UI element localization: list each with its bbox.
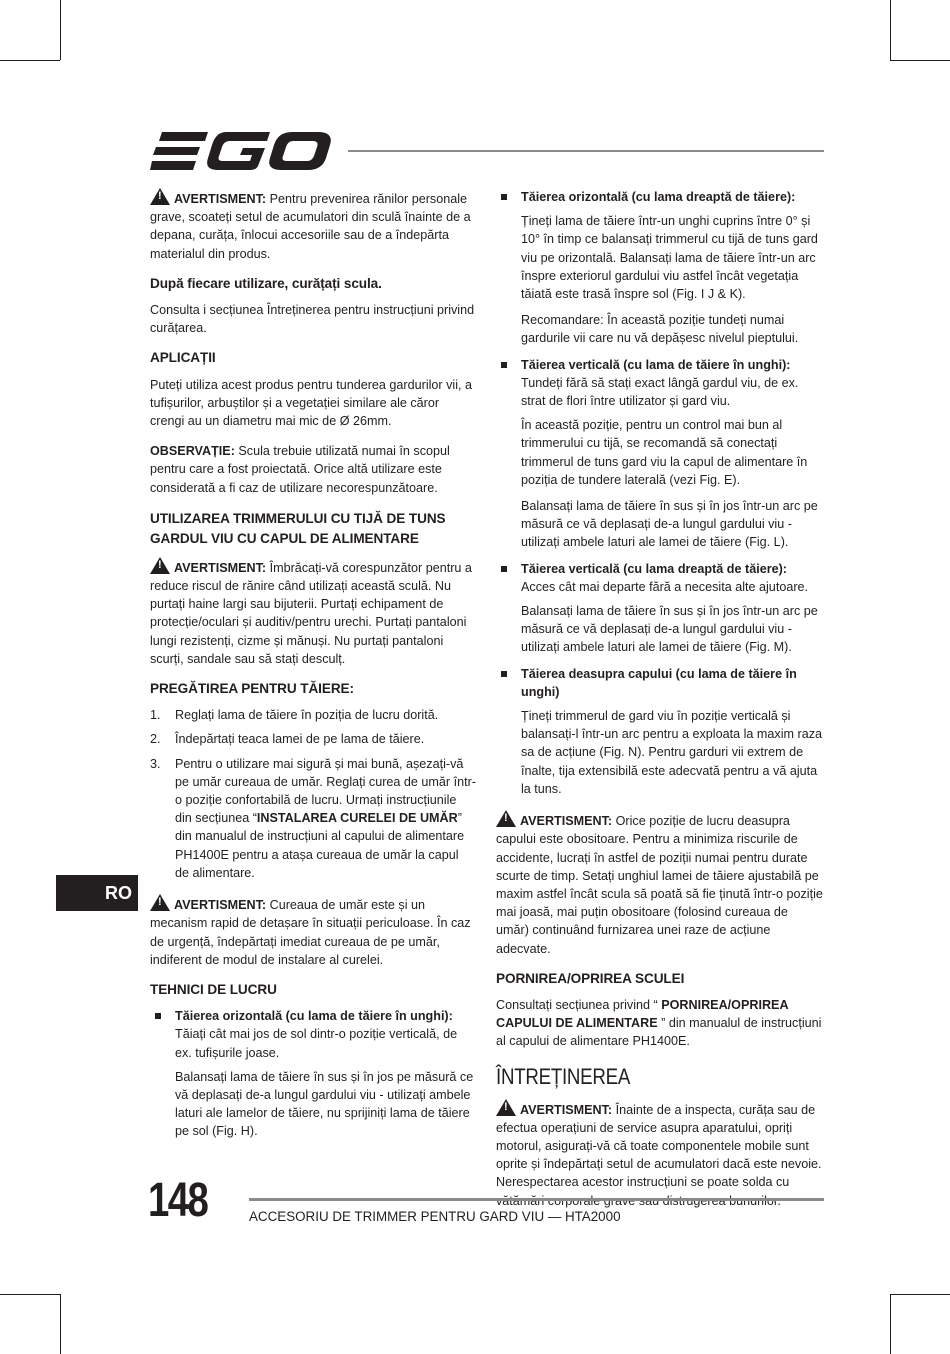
bullet-square-icon — [501, 566, 507, 572]
warning-triangle-icon — [150, 188, 170, 205]
list-item: Tăierea deasupra capului (cu lama de tăiere în unghi) — [496, 665, 824, 701]
warning-triangle-icon — [496, 1099, 516, 1116]
paragraph: Țineți lama de tăiere într-un unghi cuprins între 0° și 10° în timp ce balansați trimmerul cu tijă de tuns gard viu pe orizontală. Balansați lama de tăiere într-un arc înspre exteriorul gardului viu astfel încât vegetația tăiată este trasă înspre sol (Fig. I J & K). — [521, 214, 818, 302]
bullet-square-icon — [501, 671, 507, 677]
section-heading: PORNIREA/OPRIREA SCULEI — [496, 970, 685, 986]
warning-block: !AVERTISMENT: Înainte de a inspecta, curăța sau de efectua operațiuni de service asupra aparatului, opriți motorul, asigurați-vă că toate componentele mobile sunt oprite și îndepărtați setul de acumulatori dacă este nevoie. Nerespectarea acestor instrucțiuni se poate solda cu — [496, 1099, 824, 1210]
ego-logo — [150, 130, 332, 172]
list-item: 3. Pentru o utilizare mai sigură și mai bună, așezați-vă pe umăr cureaua de umăr. Reglați curea de umăr într-o poziție confortabilă de lucru. Urmați instrucțiunile din secțiunea “INSTALAREA CURELEI DE UMĂR” din manualul de instrucțiuni al capului de alimentare PH1400E pentru a atașa cureaua de umăr la capul de alimentare. — [150, 756, 477, 880]
footer-rule — [249, 1198, 824, 1201]
warning-triangle-icon — [150, 894, 170, 911]
paragraph: Balansați lama de tăiere în sus și în jos într-un arc pe măsură ce vă deplasați de-a lungul gardului viu - utilizați ambele laturi ale lamei de tăiere (Fig. M). — [521, 604, 818, 655]
warning-block: !AVERTISMENT: Orice poziție de lucru deasupra capului este obositoare. Pentru a minimiza riscurile de accidente, lucrați în astfel de poziții numai pentru durate scurte de timp. Setați unghiul lamei de tăiere ajustabilă pe maxim astfel încât scula să poată să fie ținută într-o poziție mai joasă, mai puțin obositoare (folosind cureaua de umăr) continuând furnizarea unei raze de acțiune adecvate. — [496, 810, 824, 958]
footer-text: ACCESORIU DE TRIMMER PENTRU GARD VIU — HTA2000 — [249, 1209, 621, 1224]
paragraph: În această poziție, pentru un control mai bun al trimmerului cu tijă, se recomandă să conectați trimmerul de tuns gard viu la capul de alimentare în poziția de tundere laterală (vezi Fig. E). — [521, 418, 808, 487]
warning-triangle-icon — [496, 810, 516, 827]
paragraph: Recomandare: În această poziție tundeți numai gardurile vii care nu vă depășesc nivelul pieptului. — [521, 313, 799, 346]
section-heading: UTILIZAREA TRIMMERULUI CU TIJĂ DE TUNS GARDUL VIU CU CAPUL DE ALIMENTARE — [150, 510, 446, 546]
bullet-square-icon — [501, 194, 507, 200]
list-item: Tăierea orizontală (cu lama de tăiere în unghi): Tăiați cât mai jos de sol dintr-o poziție verticală, de ex. tufișurile joase. — [150, 1007, 476, 1062]
crop-mark — [890, 60, 950, 61]
paragraph: Balansați lama de tăiere în sus și în jos într-un arc pe măsură ce vă deplasați de-a lungul gardului viu - utilizați ambele laturi ale lamei de tăiere (Fig. L). — [521, 499, 818, 550]
section-heading: APLICAȚII — [150, 350, 216, 366]
header-rule — [348, 150, 824, 152]
paragraph: Țineți trimmerul de gard viu în poziție verticală și balansați-l într-un arc pentru a exploata la maxim raza sa de acțiune (Fig. N). Pentru garduri vii extrem de înalte, tija extensibilă este adecvată pentru a vă ajuta la tuns. — [521, 709, 822, 796]
bullet-square-icon — [501, 362, 507, 368]
paragraph: Consulta i secțiunea Întreținerea pentru instrucțiuni privind curățarea. — [150, 303, 475, 336]
right-column — [496, 188, 824, 1222]
tech-list — [150, 1007, 476, 1062]
paragraph: Balansați lama de tăiere în sus și în jos pe măsură ce vă deplasați de-a lungul gardului viu - utilizați ambele laturi ale lamelor de tăiere, nu sprijiniți lama de tăiere pe sol (Fig. H). — [175, 1069, 474, 1139]
left-column — [150, 188, 476, 1149]
crop-mark — [890, 0, 891, 60]
warning-block: !AVERTISMENT: Cureaua de umăr este și un mecanism rapid de detașare în situații periculoase. În caz de urgență, îndepărtați imediat cureaua de pe umăr, indiferent de modul de instalare al curelei. — [150, 894, 476, 969]
section-heading: ÎNTREȚINEREA — [496, 1063, 631, 1089]
list-item: Tăierea orizontală (cu lama dreaptă de tăiere): — [496, 188, 824, 206]
tech-list — [496, 356, 824, 411]
tech-list — [496, 188, 824, 206]
warning-triangle-icon — [150, 557, 170, 574]
crop-mark — [0, 60, 60, 61]
bullet-square-icon — [155, 1013, 161, 1019]
tech-list — [496, 560, 824, 596]
list-item: Tăierea verticală (cu lama dreaptă de tăiere): Acces cât mai departe fără a necesita alte ajutoare. — [496, 560, 824, 596]
list-item: 1. Reglați lama de tăiere în poziția de lucru dorită. — [150, 708, 439, 723]
list-item: 2. Îndepărtați teaca lamei de pe lama de tăiere. — [150, 732, 425, 747]
page-number: 148 — [148, 1174, 208, 1227]
section-heading: PREGĂTIREA PENTRU TĂIERE: — [150, 681, 354, 697]
crop-mark — [60, 1294, 61, 1354]
crop-mark — [890, 1294, 891, 1354]
crop-mark — [60, 0, 61, 60]
warning-block: !AVERTISMENT: Îmbrăcați-vă corespunzător pentru a reduce riscul de rănire când utilizați această sculă. Nu purtați haine largi sau bijuterii. Purtați echipament de protecție/oculari și auditiv/pentru urechi. Purtați pantaloni lungi rezistenți, cizme și mănuși. Nu purtați pantaloni scurți, sandale sau să stați desculț. — [150, 557, 476, 668]
warning-block: !AVERTISMENT: Pentru prevenirea rănilor personale grave, scoateți setul de acumulatori din sculă înainte de a depana, curăța, înlocui accesoriile sau de a îndepărta materialul din produs. — [150, 188, 476, 263]
paragraph: Consultați secțiunea privind “ PORNIREA/OPRIREA CAPULUI DE ALIMENTARE ” din manualul de instrucțiuni al capului de alimentare PH1400E. — [496, 997, 822, 1049]
crop-mark — [0, 1294, 60, 1295]
note-block: OBSERVAȚIE: Scula trebuie utilizată numai în scopul pentru care a fost proiectată. Orice altă utilizare este considerată a fi caz de utilizare necorespunzătoare. — [150, 444, 450, 495]
section-heading: TEHNICI DE LUCRU — [150, 981, 277, 997]
section-heading: După fiecare utilizare, curățați scula. — [150, 275, 382, 291]
list-item: Tăierea verticală (cu lama de tăiere în unghi): Tundeți fără să stați exact lângă gardul viu, de ex. strat de flori între utilizator și gard viu. — [496, 356, 824, 411]
tech-list — [496, 665, 824, 701]
crop-mark — [890, 1294, 950, 1295]
paragraph: Puteți utiliza acest produs pentru tunderea gardurilor vii, a tufișurilor, arbuștilor și a vegetației similare ale căror crengi au un diametru mai mic de Ø 26mm. — [150, 377, 473, 429]
prep-steps-list — [150, 706, 476, 882]
language-tab: RO — [56, 875, 138, 911]
